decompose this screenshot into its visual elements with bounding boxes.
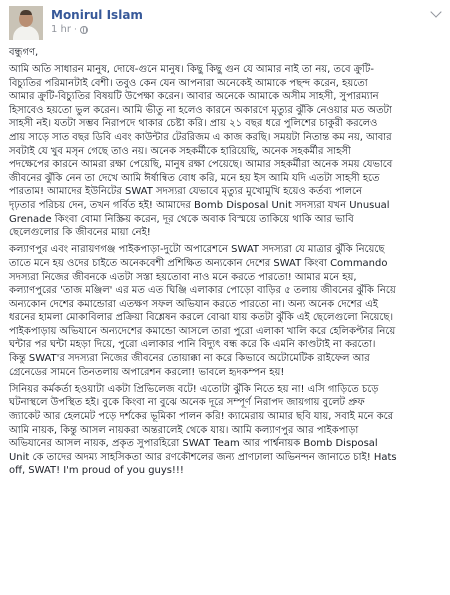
avatar-hair <box>20 10 32 15</box>
post-text-line: আমি অতি সাধারন মানুষ, দোষে-গুনে মানুষ। কিছু কিছু গুন যে আমার নাই তা নয়, তবে ক্রুটি- <box>9 64 374 76</box>
post-text-line: কল্যাণপুর এবং নারায়ণগঞ্জ পাইকপাড়া-দুটো অপারেশনে SWAT সদস্যরা যে মাত্রার ঝুঁকি নিয়েছে <box>9 244 385 256</box>
post-text-line: বন্ধুগণ, <box>9 47 39 58</box>
post-text-line: off, SWAT! I'm proud of you guys!!! <box>9 465 184 477</box>
post-meta <box>51 6 143 37</box>
post-text-line: দৃঢ়তার পরিচয় দেন, তখন গর্বিত হই! আমাদের Bomb Disposal Unit সদস্যরা যখন Unusual <box>9 200 390 212</box>
post-text-line: প্রায় সাড়ে সাত বছর ডিবি এবং কাউন্টার টেররিজম এ কাজ করছি। সময়টা নিতান্ত কম নয়, আবার <box>9 132 392 144</box>
post-subline <box>51 23 143 37</box>
post-header <box>9 6 442 44</box>
avatar-shirt <box>13 26 39 40</box>
post-text-line: ধরনের হামলা মোকাবিলার প্রক্রিয়া বিশ্লেষন করলে বোঝা যায় কতটা ঝুঁকি এই ছেলেগুলো নিয়েছে। <box>9 312 394 324</box>
post-paragraph <box>9 243 442 379</box>
post-text-line: ছেলেগুলোর কি জীবনের মায়া নেই! <box>9 227 151 239</box>
post-text-line: সদস্যরা নিজের জীবনকে এতটা সস্তা হয়তোবা নাও মনে করতে পারতো! আমার মনে হয়, <box>9 271 357 283</box>
post-text-line: সবটাই যে খুব মসৃন গেছে তাও নয়। অনেক সহকর্মীকে হারিয়েছি, অনেক সহকর্মীর সাহসী <box>9 145 351 157</box>
post-paragraph <box>9 46 442 60</box>
post-text-line: জ্যাকেট আর হেলমেট পড়ে দর্শকের ভূমিকা পালন করি! ক্যামেরায় আমার ছবি যায়, সবাই মনে করে <box>9 410 394 422</box>
post-text-line: অভিযানের আসল নায়ক, প্রকৃত সুপারহিরো SWAT Team আর পার্শ্বনায়ক Bomb Disposal <box>9 438 378 450</box>
post-text-line: সিনিয়র কর্মকর্তা হওয়াটা একটা প্রিভিলেজ বটে! এতোটা ঝুঁকি নিতে হয় না! এসি গাড়িতে চড়ে <box>9 383 379 395</box>
post-text-line: বিচ্যুতির পরিমানটাই বেশী। তবুও কেন যেন আপনারা অনেকেই আমাকে পছন্দ করেন, হয়তো <box>9 77 368 89</box>
post-text-line: জীবনের ঝুঁকি নেন তা দেখে আমি ঈর্ষান্বিত বোধ করি, মনে হয় ইস আমি যদি এতটা সাহসী হতে <box>9 172 380 184</box>
post-text-line: অন্যকোন দেশের কমান্ডোরা এতক্ষণ সফল অভিযান করতে পারতো না। অন্য অনেক দেশের এই <box>9 298 378 310</box>
post-text-line: হিসাবেও হয়তো ভুল করেন। আমি ভীতু না হলেও কারনে অকারণে মৃত্যুর ঝুঁকি নেওয়ার মত অতটা <box>9 104 392 116</box>
post-text-line: পারতাম! আমাদের ইউনিটের SWAT সদস্যরা যেভাবে মৃত্যুর মুখোমুখি হয়েও কর্তব্য পালনে <box>9 186 362 198</box>
post-text-line: তাতে মনে হয় ওদের চাইতে অনেকবেশী প্রশিক্ষিত অন্যকোন দেশের SWAT কিংবা Commando <box>9 257 388 269</box>
post-text-line: কল্যাণপুরের 'তাজ মঞ্জিল' এর মত এত ঘিঞ্জি এলাকার পোড়ো বাড়ির ৫ তলায় জীবনের ঝুঁকি নিয়ে <box>9 285 396 297</box>
chevron-down-icon[interactable] <box>430 6 441 17</box>
author-name[interactable]: Monirul Islam <box>51 8 143 22</box>
post-paragraph <box>9 383 442 478</box>
post-text-line: আমার ক্রুটি-বিচ্যুতির বিষয়টি উপেক্ষা করেন। আবার অনেকে আমাকে অসীম সাহসী, সুপারম্যান <box>9 91 379 103</box>
post-body <box>9 46 442 478</box>
globe-icon[interactable] <box>80 26 88 34</box>
separator: · <box>74 25 77 35</box>
post-time[interactable]: 1 hr <box>51 24 71 35</box>
avatar[interactable] <box>9 6 43 40</box>
post-text-line: সাহসী নই। যতটা সম্ভব নিরাপদে থাকার চেষ্টা করি। প্রায় ২১ বছর ধরে পুলিশের চাকুরী করলেও <box>9 118 378 130</box>
post-text-line: ঘন্টার পর ঘন্টা মহড়া দিয়ে, পুরো এলাকার পানি বিদ্যুৎ বন্ধ করে কি এমনি কাণ্ডটাই না করতো। <box>9 339 376 351</box>
post-text-line: ঘটনাস্থলে উপস্থিত হই। বুকে কিংবা না বুঝে অনেক দূরে সম্পূর্ণ নিরাপদ জায়গায় বুলেট প্রুফ <box>9 397 365 409</box>
post-text-line: আমি নায়ক, কিন্তু আসল নায়করা অন্তরালেই থেকে যায়। আমি কল্যাণপুর আর পাইকপাড়া <box>9 424 359 436</box>
post-text-line: পদক্ষেপের কারনে আমরা রক্ষা পেয়েছি, মানুষ রক্ষা পেয়েছে। আমার সহকর্মীরা অনেক সময় যেভাবে <box>9 159 393 171</box>
post-text-line: Grenade কিংবা বোমা নিস্ক্রিয় করেন, দূর থেকে অবাক বিস্ময়ে তাকিয়ে থাকি আর ভাবি <box>9 213 354 225</box>
post-paragraph <box>9 63 442 240</box>
post-text-line: গ্রেনেডের সামনে তিনতলায় অপারেশন করলো! ভাবলে হৃদকম্পন হয়! <box>9 366 285 378</box>
post-text-line: পাইকপাড়ায় অভিযানে অন্যদেশের কমান্ডো আসলে তারা পুরো এলাকা খালি করে হেলিকপ্টার নিয়ে <box>9 325 396 337</box>
post-text-line: Unit কে তাদের অদম্য সাহসিকতা আর রণকৌশলের জন্য প্রাণঢালা অভিনন্দন জানাতে চাই! Hats <box>9 451 397 463</box>
post-text-line: কিন্তু SWAT'র সদস্যরা নিজের জীবনের তোয়াক্কা না করে কিভাবে অটোমেটিক রাইফেল আর <box>9 353 370 365</box>
